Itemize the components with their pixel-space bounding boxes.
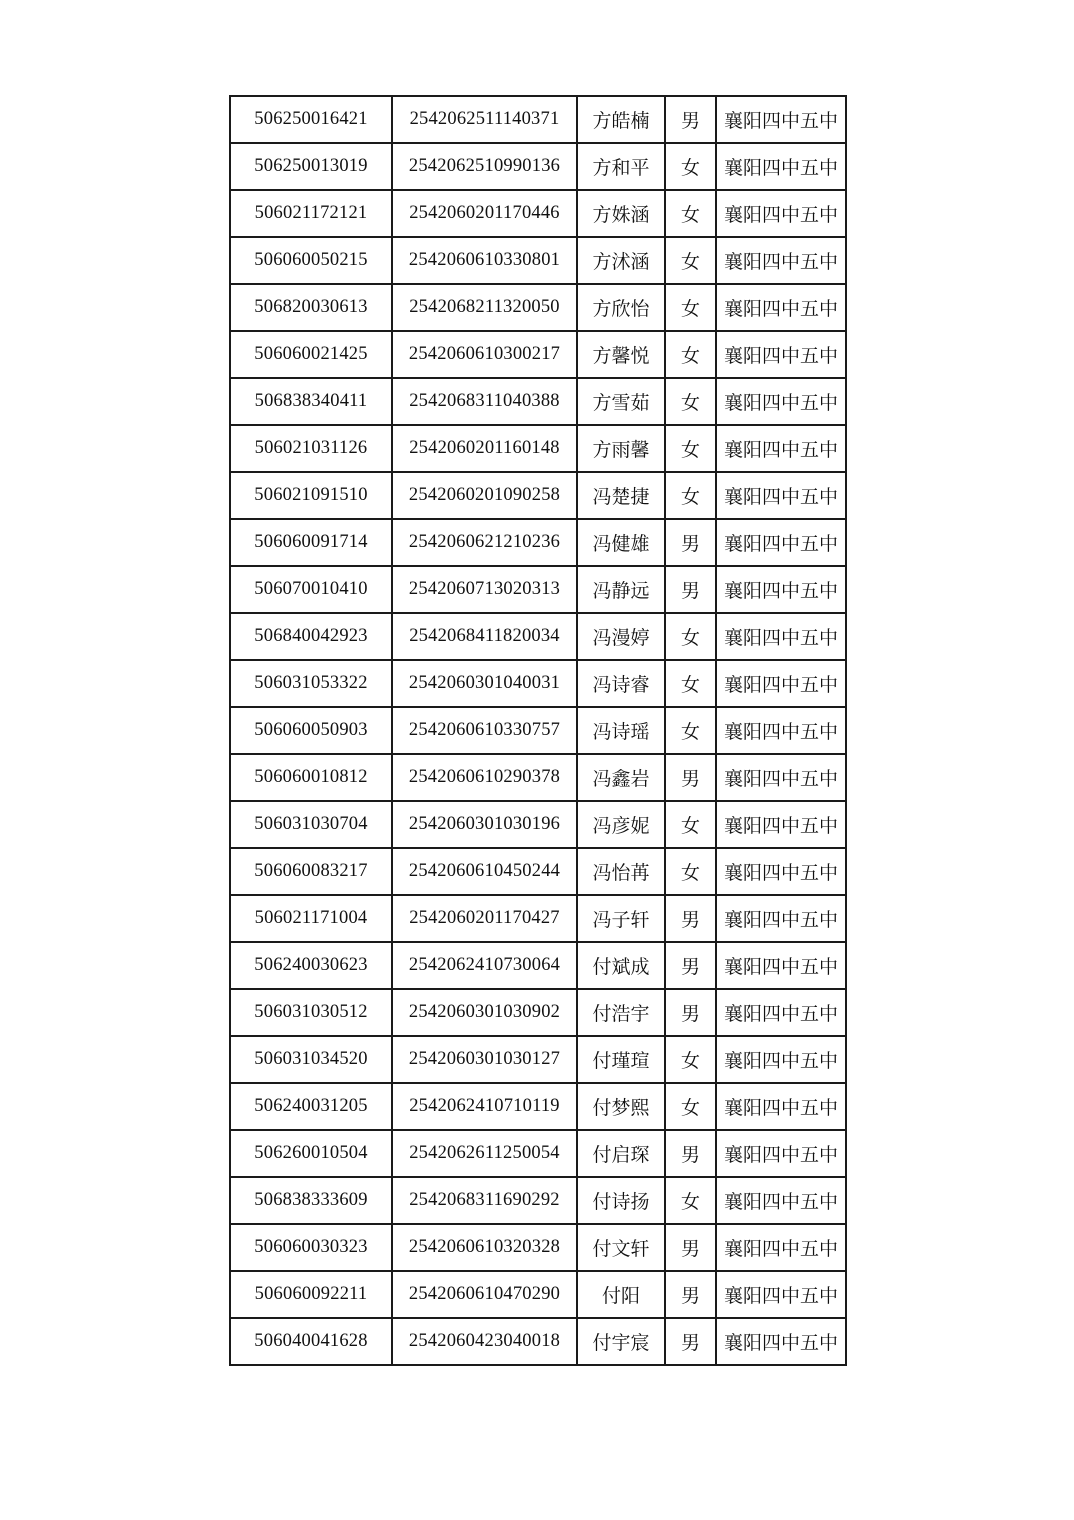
student-name-cell: 付诗扬 xyxy=(577,1177,665,1224)
student-name-cell: 付瑾瑄 xyxy=(577,1036,665,1083)
table-row xyxy=(230,895,846,942)
table-row xyxy=(230,754,846,801)
school-cell: 襄阳四中五中 xyxy=(716,237,846,284)
gender-cell: 女 xyxy=(665,331,716,378)
exam-number-cell: 506250013019 xyxy=(230,143,392,190)
exam-number-cell: 506021091510 xyxy=(230,472,392,519)
gender-cell: 女 xyxy=(665,378,716,425)
gender-cell: 女 xyxy=(665,472,716,519)
student-name-cell: 冯诗睿 xyxy=(577,660,665,707)
student-name-cell: 方欣怡 xyxy=(577,284,665,331)
exam-number-cell: 506838340411 xyxy=(230,378,392,425)
exam-number-cell: 506021172121 xyxy=(230,190,392,237)
school-cell: 襄阳四中五中 xyxy=(716,425,846,472)
school-cell: 襄阳四中五中 xyxy=(716,942,846,989)
gender-cell: 女 xyxy=(665,284,716,331)
student-name-cell: 冯彦妮 xyxy=(577,801,665,848)
gender-cell: 男 xyxy=(665,96,716,143)
student-list-body xyxy=(230,96,846,1365)
exam-number-cell: 506240031205 xyxy=(230,1083,392,1130)
table-row xyxy=(230,472,846,519)
exam-number-cell: 506840042923 xyxy=(230,613,392,660)
gender-cell: 男 xyxy=(665,895,716,942)
exam-number-cell: 506060010812 xyxy=(230,754,392,801)
school-cell: 襄阳四中五中 xyxy=(716,1036,846,1083)
table-row xyxy=(230,331,846,378)
exam-number-cell: 506060050903 xyxy=(230,707,392,754)
school-cell: 襄阳四中五中 xyxy=(716,1271,846,1318)
school-cell: 襄阳四中五中 xyxy=(716,190,846,237)
student-name-cell: 付启琛 xyxy=(577,1130,665,1177)
gender-cell: 男 xyxy=(665,566,716,613)
table-row xyxy=(230,1083,846,1130)
school-cell: 襄阳四中五中 xyxy=(716,1083,846,1130)
gender-cell: 女 xyxy=(665,1083,716,1130)
exam-number-cell: 506060083217 xyxy=(230,848,392,895)
registration-number-cell: 2542060610450244 xyxy=(392,848,577,895)
registration-number-cell: 2542068211320050 xyxy=(392,284,577,331)
school-cell: 襄阳四中五中 xyxy=(716,566,846,613)
school-cell: 襄阳四中五中 xyxy=(716,895,846,942)
exam-number-cell: 506060030323 xyxy=(230,1224,392,1271)
student-name-cell: 方和平 xyxy=(577,143,665,190)
student-name-cell: 付阳 xyxy=(577,1271,665,1318)
gender-cell: 女 xyxy=(665,660,716,707)
exam-number-cell: 506820030613 xyxy=(230,284,392,331)
school-cell: 襄阳四中五中 xyxy=(716,1177,846,1224)
exam-number-cell: 506031030704 xyxy=(230,801,392,848)
school-cell: 襄阳四中五中 xyxy=(716,519,846,566)
registration-number-cell: 2542060610330801 xyxy=(392,237,577,284)
table-row xyxy=(230,566,846,613)
student-name-cell: 冯鑫岩 xyxy=(577,754,665,801)
registration-number-cell: 2542060201160148 xyxy=(392,425,577,472)
gender-cell: 男 xyxy=(665,989,716,1036)
student-name-cell: 付梦熙 xyxy=(577,1083,665,1130)
registration-number-cell: 2542062410710119 xyxy=(392,1083,577,1130)
school-cell: 襄阳四中五中 xyxy=(716,1318,846,1365)
school-cell: 襄阳四中五中 xyxy=(716,707,846,754)
exam-number-cell: 506021171004 xyxy=(230,895,392,942)
table-row xyxy=(230,613,846,660)
school-cell: 襄阳四中五中 xyxy=(716,1224,846,1271)
table-row xyxy=(230,801,846,848)
registration-number-cell: 2542060201170446 xyxy=(392,190,577,237)
exam-number-cell: 506070010410 xyxy=(230,566,392,613)
school-cell: 襄阳四中五中 xyxy=(716,848,846,895)
registration-number-cell: 2542060610290378 xyxy=(392,754,577,801)
student-name-cell: 冯漫婷 xyxy=(577,613,665,660)
school-cell: 襄阳四中五中 xyxy=(716,284,846,331)
student-name-cell: 付浩宇 xyxy=(577,989,665,1036)
table-row xyxy=(230,237,846,284)
school-cell: 襄阳四中五中 xyxy=(716,801,846,848)
table-row xyxy=(230,942,846,989)
exam-number-cell: 506031030512 xyxy=(230,989,392,1036)
table-row xyxy=(230,1177,846,1224)
student-name-cell: 方馨悦 xyxy=(577,331,665,378)
registration-number-cell: 2542060301030902 xyxy=(392,989,577,1036)
student-name-cell: 付斌成 xyxy=(577,942,665,989)
registration-number-cell: 2542060423040018 xyxy=(392,1318,577,1365)
table-row xyxy=(230,707,846,754)
school-cell: 襄阳四中五中 xyxy=(716,378,846,425)
student-name-cell: 冯怡苒 xyxy=(577,848,665,895)
registration-number-cell: 2542062510990136 xyxy=(392,143,577,190)
gender-cell: 男 xyxy=(665,1224,716,1271)
table-row xyxy=(230,143,846,190)
gender-cell: 女 xyxy=(665,190,716,237)
student-name-cell: 冯静远 xyxy=(577,566,665,613)
table-row xyxy=(230,1318,846,1365)
gender-cell: 女 xyxy=(665,707,716,754)
table-row xyxy=(230,519,846,566)
student-name-cell: 方皓楠 xyxy=(577,96,665,143)
gender-cell: 男 xyxy=(665,1271,716,1318)
gender-cell: 男 xyxy=(665,1318,716,1365)
exam-number-cell: 506060021425 xyxy=(230,331,392,378)
exam-number-cell: 506240030623 xyxy=(230,942,392,989)
gender-cell: 男 xyxy=(665,519,716,566)
exam-number-cell: 506250016421 xyxy=(230,96,392,143)
student-name-cell: 方雨馨 xyxy=(577,425,665,472)
registration-number-cell: 2542062611250054 xyxy=(392,1130,577,1177)
school-cell: 襄阳四中五中 xyxy=(716,754,846,801)
school-cell: 襄阳四中五中 xyxy=(716,472,846,519)
student-name-cell: 方沭涵 xyxy=(577,237,665,284)
registration-number-cell: 2542068311690292 xyxy=(392,1177,577,1224)
gender-cell: 女 xyxy=(665,1177,716,1224)
student-list-table xyxy=(229,95,847,1366)
registration-number-cell: 2542060610470290 xyxy=(392,1271,577,1318)
gender-cell: 女 xyxy=(665,237,716,284)
exam-number-cell: 506060050215 xyxy=(230,237,392,284)
table-row xyxy=(230,96,846,143)
registration-number-cell: 2542062410730064 xyxy=(392,942,577,989)
student-name-cell: 冯健雄 xyxy=(577,519,665,566)
exam-number-cell: 506060091714 xyxy=(230,519,392,566)
exam-number-cell: 506838333609 xyxy=(230,1177,392,1224)
registration-number-cell: 2542068411820034 xyxy=(392,613,577,660)
exam-number-cell: 506260010504 xyxy=(230,1130,392,1177)
gender-cell: 男 xyxy=(665,942,716,989)
registration-number-cell: 2542060301040031 xyxy=(392,660,577,707)
student-name-cell: 冯楚捷 xyxy=(577,472,665,519)
table-row xyxy=(230,1271,846,1318)
gender-cell: 女 xyxy=(665,801,716,848)
school-cell: 襄阳四中五中 xyxy=(716,1130,846,1177)
registration-number-cell: 2542060621210236 xyxy=(392,519,577,566)
table-row xyxy=(230,660,846,707)
registration-number-cell: 2542060610320328 xyxy=(392,1224,577,1271)
exam-number-cell: 506040041628 xyxy=(230,1318,392,1365)
gender-cell: 女 xyxy=(665,613,716,660)
school-cell: 襄阳四中五中 xyxy=(716,613,846,660)
table-row xyxy=(230,378,846,425)
school-cell: 襄阳四中五中 xyxy=(716,143,846,190)
table-row xyxy=(230,848,846,895)
gender-cell: 女 xyxy=(665,1036,716,1083)
registration-number-cell: 2542062511140371 xyxy=(392,96,577,143)
student-name-cell: 付文轩 xyxy=(577,1224,665,1271)
school-cell: 襄阳四中五中 xyxy=(716,989,846,1036)
gender-cell: 男 xyxy=(665,754,716,801)
registration-number-cell: 2542060201090258 xyxy=(392,472,577,519)
student-name-cell: 冯子轩 xyxy=(577,895,665,942)
exam-number-cell: 506021031126 xyxy=(230,425,392,472)
registration-number-cell: 2542060713020313 xyxy=(392,566,577,613)
registration-number-cell: 2542068311040388 xyxy=(392,378,577,425)
registration-number-cell: 2542060610330757 xyxy=(392,707,577,754)
registration-number-cell: 2542060201170427 xyxy=(392,895,577,942)
school-cell: 襄阳四中五中 xyxy=(716,96,846,143)
exam-number-cell: 506031034520 xyxy=(230,1036,392,1083)
gender-cell: 女 xyxy=(665,425,716,472)
student-name-cell: 冯诗瑶 xyxy=(577,707,665,754)
table-row xyxy=(230,1224,846,1271)
gender-cell: 女 xyxy=(665,143,716,190)
student-name-cell: 付宇宸 xyxy=(577,1318,665,1365)
exam-number-cell: 506031053322 xyxy=(230,660,392,707)
exam-number-cell: 506060092211 xyxy=(230,1271,392,1318)
gender-cell: 女 xyxy=(665,848,716,895)
table-row xyxy=(230,1036,846,1083)
school-cell: 襄阳四中五中 xyxy=(716,331,846,378)
registration-number-cell: 2542060301030127 xyxy=(392,1036,577,1083)
registration-number-cell: 2542060301030196 xyxy=(392,801,577,848)
school-cell: 襄阳四中五中 xyxy=(716,660,846,707)
student-name-cell: 方姝涵 xyxy=(577,190,665,237)
student-name-cell: 方雪茹 xyxy=(577,378,665,425)
table-row xyxy=(230,989,846,1036)
table-row xyxy=(230,190,846,237)
table-row xyxy=(230,284,846,331)
table-row xyxy=(230,1130,846,1177)
gender-cell: 男 xyxy=(665,1130,716,1177)
registration-number-cell: 2542060610300217 xyxy=(392,331,577,378)
table-row xyxy=(230,425,846,472)
